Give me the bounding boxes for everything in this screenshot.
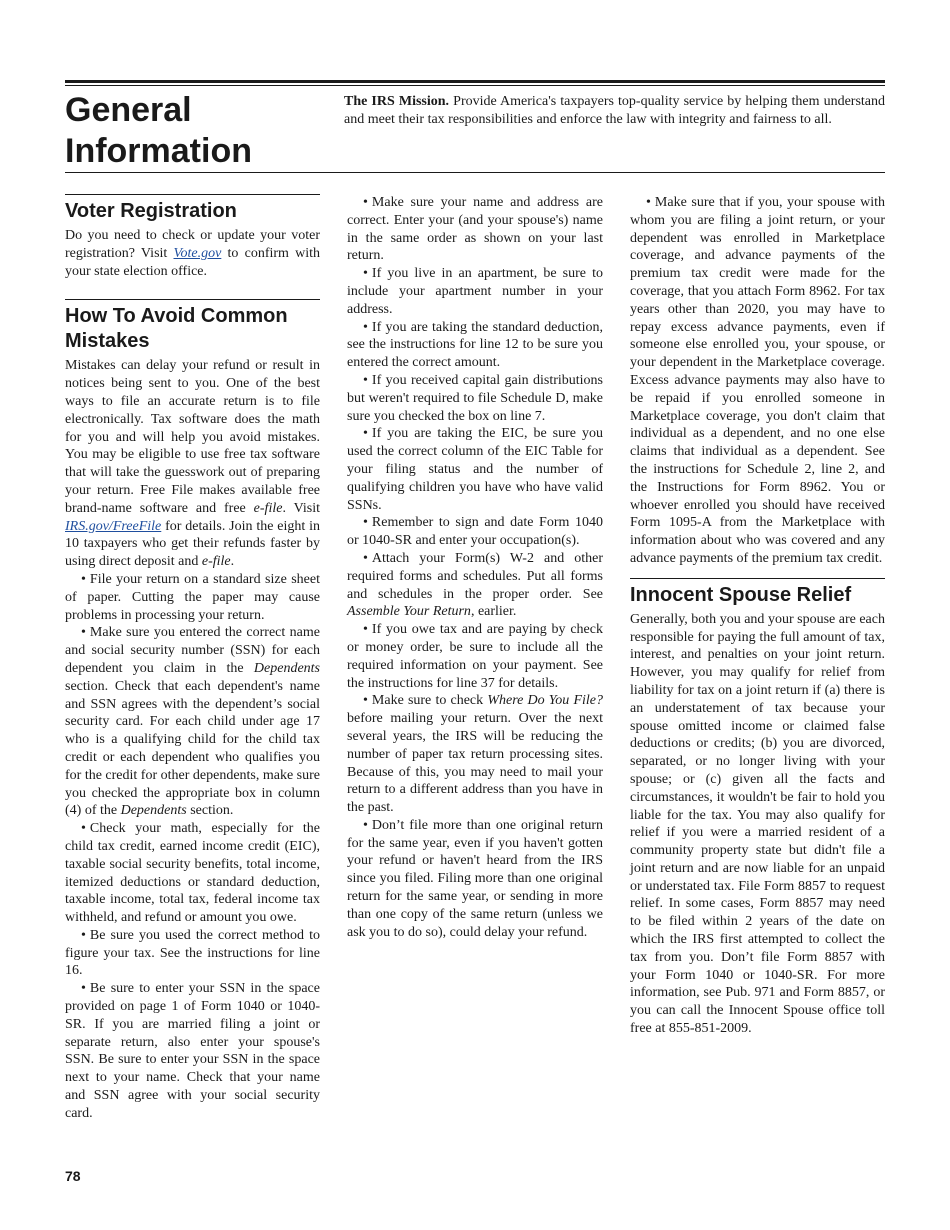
bullet-text: If you live in an apartment, be sure to include your apartment number in your address. bbox=[347, 266, 603, 317]
section-rule bbox=[630, 578, 885, 579]
bullet-item bbox=[65, 624, 320, 820]
voter-text-after: to confirm with your state election office. bbox=[65, 245, 320, 279]
dependents-term: Dependents bbox=[253, 660, 320, 676]
bullet-item bbox=[347, 692, 603, 817]
bullet-item bbox=[65, 980, 320, 1122]
bullet-item bbox=[347, 817, 603, 942]
bullet-icon bbox=[363, 373, 372, 388]
bullet-text: Attach your Form(s) W-2 and other required forms and schedules. Put all forms and schedules in the proper order. See bbox=[347, 550, 603, 602]
mission-label: The IRS Mission. bbox=[344, 94, 450, 109]
where-file-term: Where Do You File? bbox=[487, 693, 603, 709]
header-rule-thin bbox=[65, 85, 885, 86]
innocent-spouse-text: Generally, both you and your spouse are each responsible for paying the full amount of tax, interest, and penalties on your joint return. However, you may qualify for relief from liability for tax on a joint return if (a) there is an understatement of tax because your spouse omitted income or claimed false deductions or credits; (b) you are divorced, separated, or no longer living with your spouse; or (c) given all the facts and circumstances, it wouldn't be fair to hold you liable for the tax. You may also qualify for relief if you were a married resident of a community property state but didn't file a joint return and are now liable for an unpaid or understated tax. File Form 8857 to request relief. In some cases, Form 8857 may need to be filed within 2 years of the date on which the IRS first attempted to collect the tax from you. Don’t file Form 8857 with your Form 1040 or 1040-SR. For more information, see Pub. 971 and Form 8857, or you can call the Innocent Spouse office toll free at 855-851-2009. bbox=[630, 611, 885, 1037]
bullet-icon bbox=[363, 426, 372, 441]
bullet-icon bbox=[81, 572, 90, 587]
bullet-item bbox=[347, 550, 603, 621]
bullet-icon bbox=[363, 622, 372, 637]
bullet-icon bbox=[363, 551, 372, 566]
bullet-icon bbox=[81, 821, 90, 836]
bullet-item bbox=[65, 571, 320, 624]
bullet-text: Make sure you entered the correct name and social security number (SSN) for each dependent you claim in the bbox=[65, 625, 320, 676]
bullet-text: section. Check that each dependent's name and SSN agrees with the dependent’s social security card. For each child under age 17 who is a qualifying child for the child tax credit or each dependent who qualifies you for the credit for other dependents, make sure you checked the appropriate box in column (4) of the bbox=[65, 678, 321, 819]
header-rule-thick bbox=[65, 80, 885, 83]
bullet-item bbox=[347, 372, 603, 425]
bullet-text: Make sure to check bbox=[371, 693, 488, 709]
bullet-icon bbox=[363, 818, 372, 833]
bullet-icon bbox=[363, 693, 372, 708]
bullet-text: If you are taking the EIC, be sure you used the correct column of the EIC Table for your filing status and the number of qualifying children you have who have valid SSNs. bbox=[347, 426, 603, 513]
bullet-icon bbox=[81, 625, 90, 640]
bullet-text: Check your math, especially for the child tax credit, earned income credit (EIC), taxable social security benefits, total income, itemized deductions or standard deduction, taxable income, total tax, federal income tax withheld, and refund or amount you owe. bbox=[65, 821, 320, 926]
efile-term: e-file bbox=[253, 500, 283, 516]
section-rule bbox=[65, 194, 320, 195]
column-1 bbox=[65, 194, 320, 1123]
bullet-text: section. bbox=[186, 803, 234, 819]
bullet-item bbox=[347, 514, 603, 550]
bullet-icon bbox=[363, 320, 372, 335]
column-3 bbox=[630, 194, 885, 1038]
mistakes-intro bbox=[65, 357, 320, 571]
column-2 bbox=[347, 194, 603, 941]
bullet-item bbox=[347, 621, 603, 692]
irs-mission bbox=[344, 93, 885, 129]
bullet-item bbox=[347, 319, 603, 372]
vote-gov-link[interactable]: Vote.gov bbox=[173, 245, 222, 261]
freefile-link[interactable]: IRS.gov/FreeFile bbox=[65, 518, 162, 534]
bullet-text: Make sure your name and address are correct. Enter your (and your spouse's) name in the same order as shown on your last return. bbox=[347, 195, 603, 264]
bullet-icon bbox=[81, 981, 90, 996]
bullet-text: , earlier. bbox=[470, 604, 517, 620]
bullet-icon bbox=[363, 195, 372, 210]
bullet-text: Make sure that if you, your spouse with whom you are filing a joint return, or your dependent was enrolled in Marketplace coverage, and advance payments of the premium tax credit were made for the coverage, that you attach Form 8962. For tax years other than 2020, you may have to repay excess advance payments, even if someone else enrolled you, your spouse, or your dependent in the Marketplace coverage. Excess advance payments may also have to be repaid if you enrolled someone in Marketplace coverage, you don't claim that individual as a dependent, and no one else claims that individual as a dependent. See the instructions for Schedule 2, line 2, and the Instructions for Form 8962. You or whoever enrolled you should have received Form 1095-A from the Marketplace with information about who was covered and any advance payments of the premium tax credit. bbox=[630, 195, 885, 566]
bullet-text: Be sure to enter your SSN in the space provided on page 1 of Form 1040 or 1040-SR. If you are married filing a joint or separate return, also enter your spouse's SSN. Be sure to enter your SSN in the space next to your name. Check that your name and SSN agree with your social security card. bbox=[65, 981, 320, 1121]
bullet-item bbox=[347, 425, 603, 514]
bullet-item bbox=[65, 927, 320, 980]
voter-text-before: Do you need to check or update your voter registration? Visit bbox=[65, 228, 320, 261]
bullet-item bbox=[347, 265, 603, 318]
title-line-1: General bbox=[65, 91, 192, 129]
bullet-text: If you received capital gain distributions but weren't required to file Schedule D, make sure you checked the box on line 7. bbox=[347, 372, 603, 424]
intro-text: Mistakes can delay your refund or result in notices being sent to you. One of the best ways to file an accurate return is to file electronically. Tax software does the math for you and will help you avoid mistakes. You may be eligible to use free tax software that will take the guesswork out of preparing your return. Free File makes available free brand-name software and free bbox=[65, 358, 320, 516]
intro-text: for details. Join the eight in 10 taxpayers who get their refunds faster by using direct deposit and bbox=[65, 518, 320, 570]
voter-registration-text bbox=[65, 227, 320, 280]
intro-text: . Visit bbox=[282, 500, 320, 516]
bullet-icon bbox=[363, 515, 372, 530]
intro-text: . bbox=[230, 554, 235, 570]
bullet-item bbox=[630, 194, 885, 568]
innocent-spouse-heading: Innocent Spouse Relief bbox=[630, 583, 852, 606]
bullet-icon bbox=[363, 266, 372, 281]
bullet-text: If you are taking the standard deduction, see the instructions for line 12 to be sure you entered the correct amount. bbox=[347, 319, 603, 371]
mission-text: Provide America's taxpayers top-quality service by helping them understand and meet their tax responsibilities and enforce the law with integrity and fairness to all. bbox=[344, 94, 886, 127]
bullet-icon bbox=[81, 928, 90, 943]
assemble-return-term: Assemble Your Return bbox=[347, 604, 471, 620]
bullet-text: File your return on a standard size sheet of paper. Cutting the paper may cause problems in processing your return. bbox=[65, 571, 320, 623]
bullet-text: Be sure you used the correct method to figure your tax. See the instructions for line 16. bbox=[65, 927, 320, 979]
bullet-text: Remember to sign and date Form 1040 or 1040-SR and enter your occupation(s). bbox=[347, 515, 603, 549]
header-divider bbox=[65, 172, 885, 173]
voter-registration-heading: Voter Registration bbox=[65, 200, 237, 222]
dependents-term: Dependents bbox=[120, 803, 187, 819]
section-rule bbox=[65, 299, 320, 300]
title-line-2: Information bbox=[65, 132, 252, 170]
page-number: 78 bbox=[65, 1168, 81, 1184]
bullet-icon bbox=[646, 195, 655, 210]
bullet-item bbox=[347, 194, 603, 265]
bullet-text: Don’t file more than one original return for the same year, even if you haven't gotten your refund or haven't heard from the IRS since you filed. Filing more than one original return for the same year, or sending in more than one copy of the same return (unless we ask you to do so), could delay your refund. bbox=[347, 817, 603, 940]
bullet-text: If you owe tax and are paying by check or money order, be sure to include all the required information on your payment. See the instructions for line 37 for details. bbox=[347, 622, 603, 691]
common-mistakes-heading: How To Avoid Common Mistakes bbox=[65, 305, 288, 353]
efile-term: e-file bbox=[201, 554, 231, 570]
page-title bbox=[65, 90, 335, 172]
bullet-text: before mailing your return. Over the next several years, the IRS will be reducing the number of paper tax return processing sites. Because of this, you may need to mail your return to a different address than you have in the past. bbox=[347, 711, 603, 816]
bullet-item bbox=[65, 820, 320, 927]
